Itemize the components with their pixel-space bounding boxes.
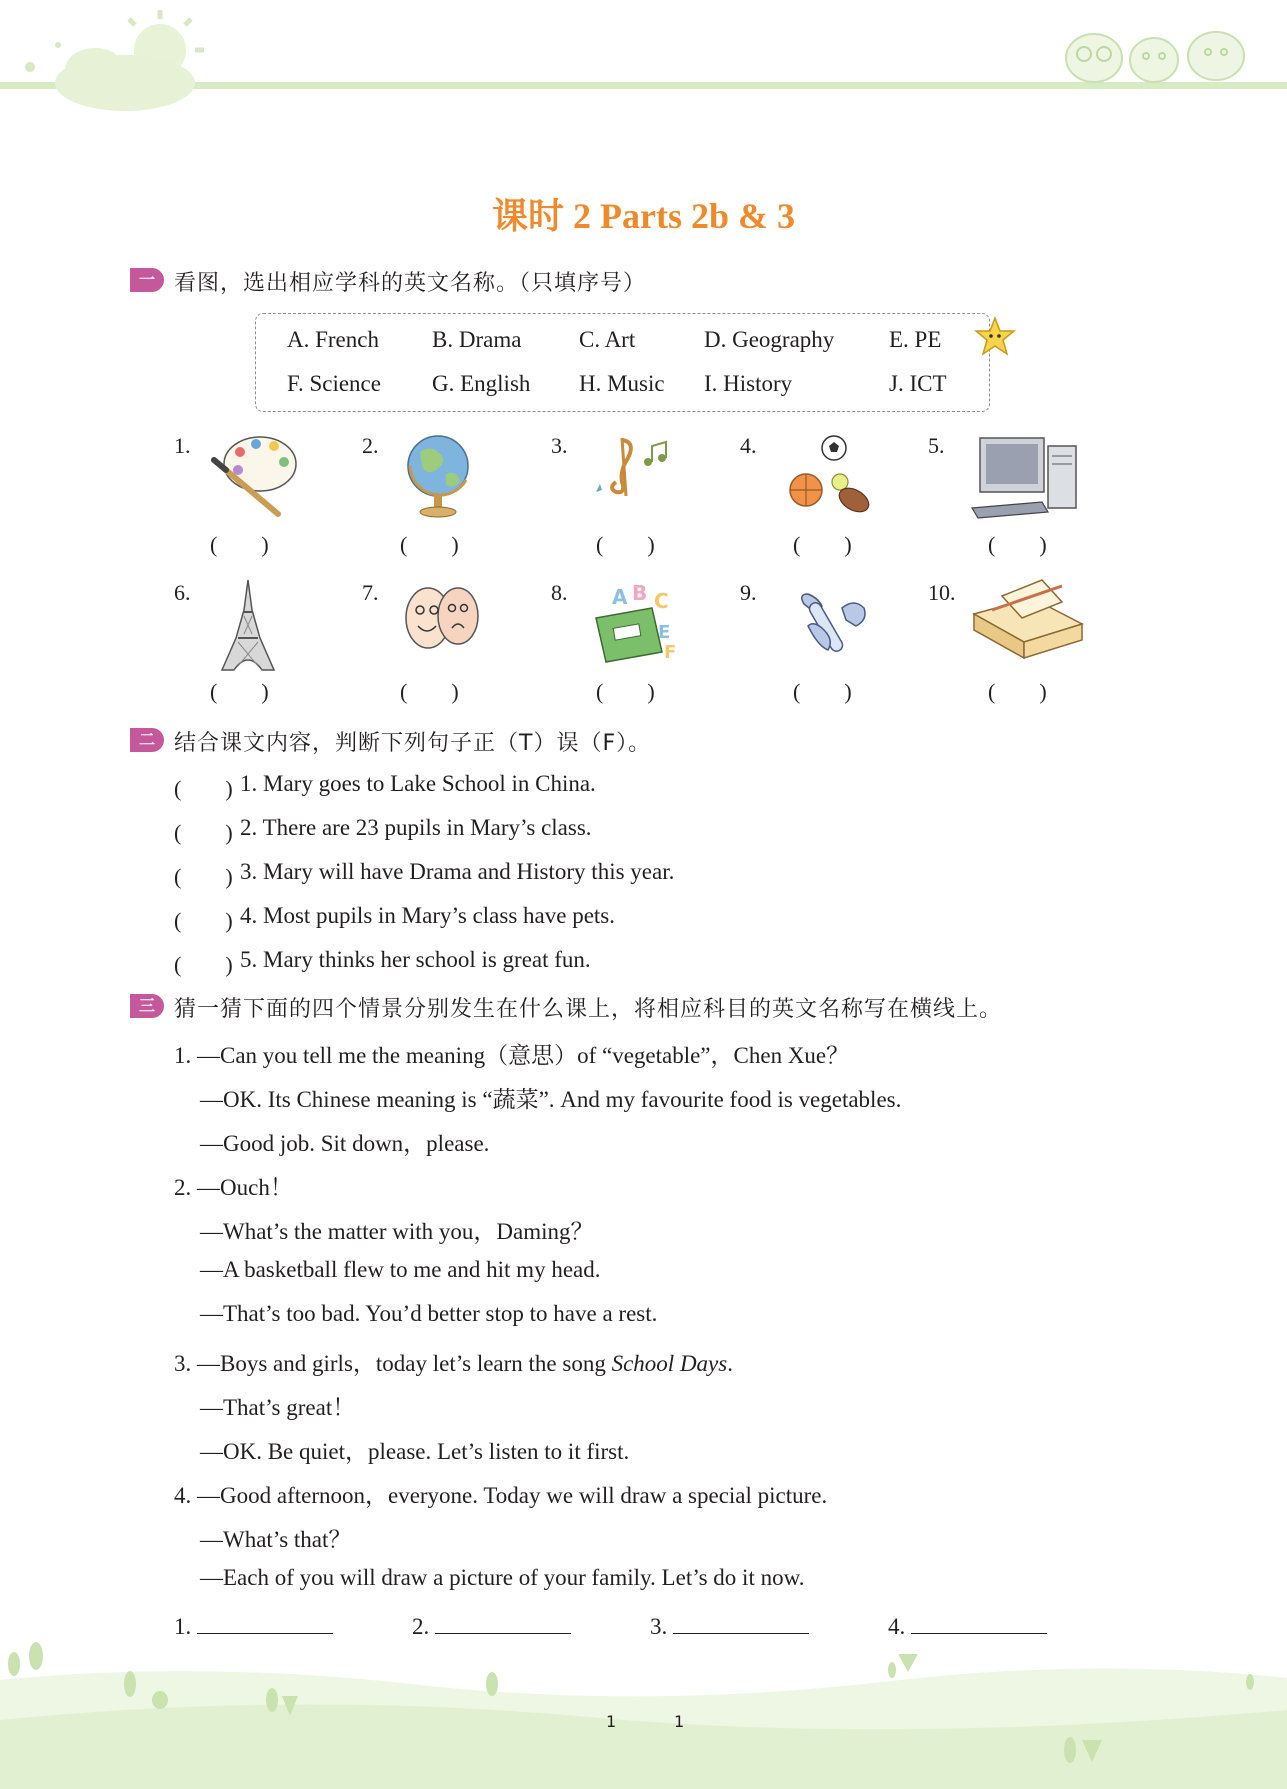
answer-10-paren[interactable]: ( ) — [988, 679, 1047, 704]
tf-3-paren[interactable]: ( ) — [174, 864, 233, 889]
option-f: F. Science — [287, 371, 381, 396]
answer-5-paren[interactable]: ( ) — [988, 532, 1047, 557]
option-e: E. PE — [889, 327, 942, 352]
eiffel-tower-icon — [218, 580, 278, 672]
picture-10-number: 10. — [928, 580, 956, 605]
svg-text:A: A — [612, 585, 628, 609]
answer-blank-3[interactable] — [650, 1611, 809, 1640]
option-c: C. Art — [579, 327, 636, 352]
dialogue-3-line-3: —OK. Be quiet，please. Let’s listen to it first. — [200, 1439, 630, 1464]
picture-6-number: 6. — [174, 580, 191, 605]
answer-8-paren[interactable]: ( ) — [596, 679, 655, 704]
answer-blank-1-label: 1. — [174, 1614, 192, 1639]
computer-icon — [972, 436, 1082, 520]
option-h: H. Music — [579, 371, 665, 396]
dialogue-4-line-1: 4. —Good afternoon，everyone. Today we will draw a special picture. — [174, 1483, 828, 1508]
svg-text:F: F — [664, 642, 677, 663]
tf-4-statement: 4. Most pupils in Mary’s class have pets. — [240, 903, 615, 928]
section-1-instruction: 看图，选出相应学科的英文名称。（只填序号） — [174, 271, 647, 296]
dialogue-3-line-1 — [174, 1345, 733, 1378]
section-3-instruction: 猜一猜下面的四个情景分别发生在什么课上，将相应科目的英文名称写在横线上。 — [174, 997, 1003, 1022]
answer-blank-3-label: 3. — [650, 1614, 668, 1639]
answer-blank-2[interactable] — [412, 1611, 571, 1640]
answer-blank-1-line[interactable] — [197, 1611, 333, 1634]
answer-blank-4[interactable] — [888, 1611, 1047, 1640]
answer-blank-4-label: 4. — [888, 1614, 906, 1639]
dialogue-1-line-3: —Good job. Sit down，please. — [200, 1131, 490, 1156]
dialogue-4-line-3: —Each of you will draw a picture of your family. Let’s do it now. — [200, 1565, 805, 1590]
dialogue-3-line-1-text: 3. —Boys and girls，today let’s learn the song — [174, 1351, 606, 1376]
answer-blank-3-line[interactable] — [673, 1611, 809, 1634]
option-d: D. Geography — [704, 327, 835, 352]
tf-1-paren[interactable]: ( ) — [174, 776, 233, 801]
answer-4-paren[interactable]: ( ) — [793, 532, 852, 557]
tf-2-paren[interactable]: ( ) — [174, 820, 233, 845]
svg-text:B: B — [632, 581, 648, 605]
picture-9-number: 9. — [740, 580, 757, 605]
picture-2-number: 2. — [362, 433, 379, 458]
tf-3-statement: 3. Mary will have Drama and History this year. — [240, 859, 675, 884]
star-mascot-icon — [974, 316, 1016, 356]
english-book-icon — [592, 582, 682, 666]
svg-text:C: C — [654, 589, 669, 613]
animal-faces-icon — [1058, 22, 1258, 84]
answer-6-paren[interactable]: ( ) — [210, 679, 269, 704]
dialogue-4-line-2: —What’s that？ — [200, 1527, 352, 1552]
dialogue-2-line-1: 2. —Ouch！ — [174, 1175, 293, 1200]
section-3-badge: 三 — [130, 994, 164, 1018]
dialogue-1-line-2: —OK. Its Chinese meaning is “蔬菜”. And my favourite food is vegetables. — [200, 1087, 902, 1112]
dialogue-1-line-1: 1. —Can you tell me the meaning（意思）of “vegetable”，Chen Xue？ — [174, 1043, 850, 1068]
section-2-badge: 二 — [130, 728, 164, 752]
answer-9-paren[interactable]: ( ) — [793, 679, 852, 704]
music-note-icon — [592, 432, 672, 504]
answer-blank-2-line[interactable] — [435, 1611, 571, 1634]
svg-text:E: E — [658, 622, 671, 643]
dialogue-2-line-4: —That’s too bad. You’d better stop to have a rest. — [200, 1301, 658, 1326]
section-2-instruction: 结合课文内容，判断下列句子正（T）误（F）。 — [174, 731, 652, 756]
answer-blank-4-line[interactable] — [911, 1611, 1047, 1634]
option-i: I. History — [704, 371, 793, 396]
song-title: School Days — [611, 1351, 728, 1376]
page-title: 课时 2 Parts 2b & 3 — [492, 196, 795, 236]
option-g: G. English — [432, 371, 531, 396]
page-number-left: 1 — [606, 1712, 617, 1731]
dialogue-3-line-2: —That’s great！ — [200, 1395, 356, 1420]
globe-icon — [402, 432, 474, 522]
sun-cloud-icon — [20, 5, 210, 115]
drama-masks-icon — [402, 582, 482, 654]
song-title-period: . — [727, 1351, 733, 1376]
dialogue-2-line-2: —What’s the matter with you，Daming？ — [200, 1219, 594, 1244]
picture-7-number: 7. — [362, 580, 379, 605]
option-j: J. ICT — [889, 371, 947, 396]
picture-5-number: 5. — [928, 433, 945, 458]
test-tube-icon — [794, 590, 870, 660]
answer-3-paren[interactable]: ( ) — [596, 532, 655, 557]
tf-1-statement: 1. Mary goes to Lake School in China. — [240, 771, 596, 796]
tf-2-statement: 2. There are 23 pupils in Mary’s class. — [240, 815, 592, 840]
palette-icon — [208, 430, 298, 518]
option-a: A. French — [287, 327, 379, 352]
picture-1-number: 1. — [174, 433, 191, 458]
section-1-badge: 一 — [130, 268, 164, 292]
page-number-right: 1 — [674, 1712, 685, 1731]
answer-2-paren[interactable]: ( ) — [400, 532, 459, 557]
option-b: B. Drama — [432, 327, 522, 352]
picture-4-number: 4. — [740, 433, 757, 458]
answer-blank-1[interactable] — [174, 1611, 333, 1640]
dialogue-2-line-3: —A basketball flew to me and hit my head. — [200, 1257, 601, 1282]
answer-blank-2-label: 2. — [412, 1614, 430, 1639]
answer-7-paren[interactable]: ( ) — [400, 679, 459, 704]
picture-3-number: 3. — [551, 433, 568, 458]
tf-4-paren[interactable]: ( ) — [174, 908, 233, 933]
history-book-icon — [972, 574, 1084, 664]
tf-5-statement: 5. Mary thinks her school is great fun. — [240, 947, 591, 972]
sports-balls-icon — [786, 432, 876, 522]
tf-5-paren[interactable]: ( ) — [174, 952, 233, 977]
answer-1-paren[interactable]: ( ) — [210, 532, 269, 557]
picture-8-number: 8. — [551, 580, 568, 605]
footer-hills — [0, 1640, 1287, 1789]
